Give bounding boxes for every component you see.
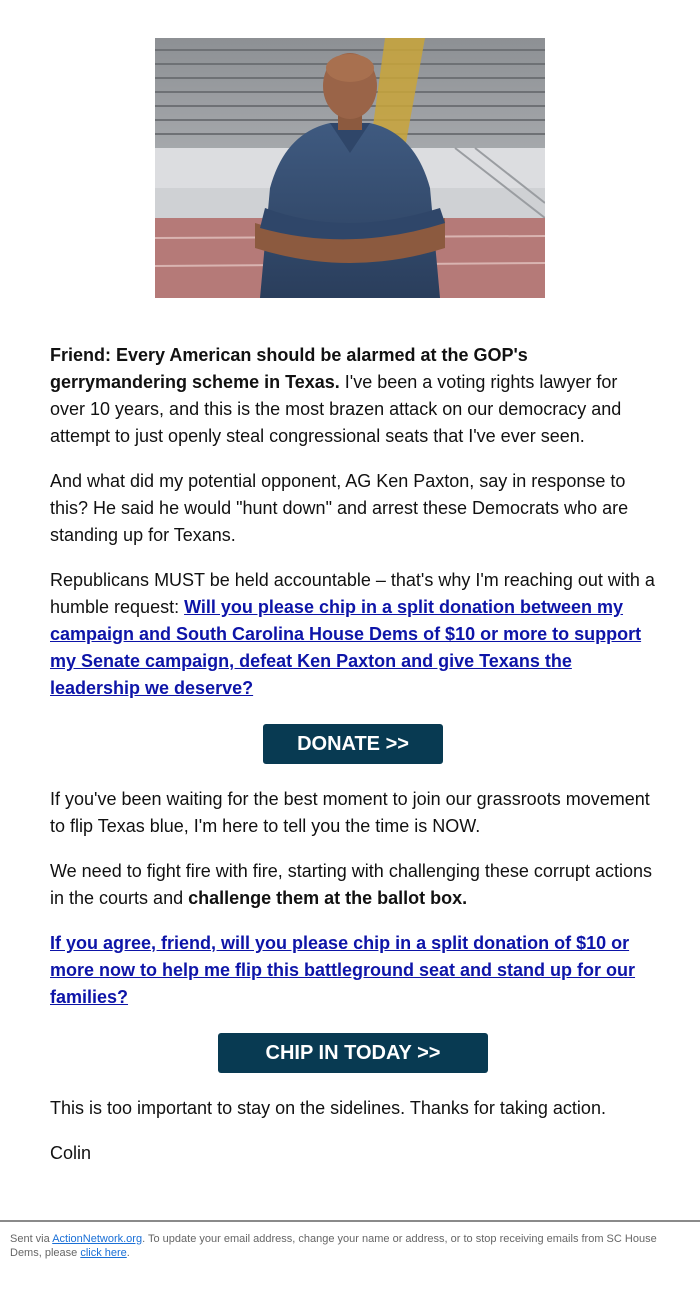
footer-sent-via: Sent via xyxy=(10,1233,53,1245)
intro-text: I've been a voting rights lawyer for over 10 years, and this is the most brazen attack on our democracy and attempt to just openly steal congressional seats that I've ever seen. xyxy=(50,372,622,446)
paragraph-intro xyxy=(50,342,656,450)
agree-donation-link[interactable]: If you agree, friend, will you please chip in a split donation of $10 or more now to help me flip this battleground seat and stand up for our families? xyxy=(50,933,636,1007)
paragraph-paxton: And what did my potential opponent, AG Ken Paxton, say in response to this? He said he would "hunt down" and arrest these Democrats who are standing up for Texans. xyxy=(50,471,629,545)
fight-text: We need to fight fire with fire, starting with challenging these corrupt actions in the courts and xyxy=(50,861,652,908)
paragraph-fight xyxy=(50,858,656,912)
signature: Colin xyxy=(50,1143,92,1163)
email-body xyxy=(50,342,656,1185)
paragraph-request xyxy=(50,567,656,702)
unsubscribe-link[interactable]: click here xyxy=(80,1247,127,1259)
footer-text: . To update your email address, change your name or address, or to stop receiving emails from SC House Dems, please xyxy=(10,1233,657,1259)
chip-button-row xyxy=(50,1033,656,1073)
intro-bold: Friend: Every American should be alarmed at the GOP's gerrymandering scheme in Texas. xyxy=(50,345,528,392)
footer xyxy=(0,1220,700,1260)
donate-button[interactable]: DONATE >> xyxy=(263,724,443,764)
fight-bold: challenge them at the ballot box. xyxy=(188,888,468,908)
paragraph-movement: If you've been waiting for the best moment to join our grassroots movement to flip Texas blue, I'm here to tell you the time is NOW. xyxy=(50,789,650,836)
request-text: Republicans MUST be held accountable – that's why I'm reaching out with a humble request: xyxy=(50,570,655,617)
split-donation-link[interactable]: Will you please chip in a split donation between my campaign and South Carolina House Dems of $10 or more to support my Senate campaign, defeat Ken Paxton and give Texans the leadership we deserve? xyxy=(50,597,642,698)
hero-photo-illustration xyxy=(155,38,545,298)
chip-in-button[interactable]: CHIP IN TODAY >> xyxy=(218,1033,488,1073)
donate-button-row xyxy=(50,724,656,764)
paragraph-agree xyxy=(50,930,656,1011)
hero-photo xyxy=(155,38,545,298)
footer-end: . xyxy=(126,1247,130,1259)
paragraph-thanks: This is too important to stay on the sidelines. Thanks for taking action. xyxy=(50,1098,606,1118)
action-network-link[interactable]: ActionNetwork.org xyxy=(52,1233,143,1245)
